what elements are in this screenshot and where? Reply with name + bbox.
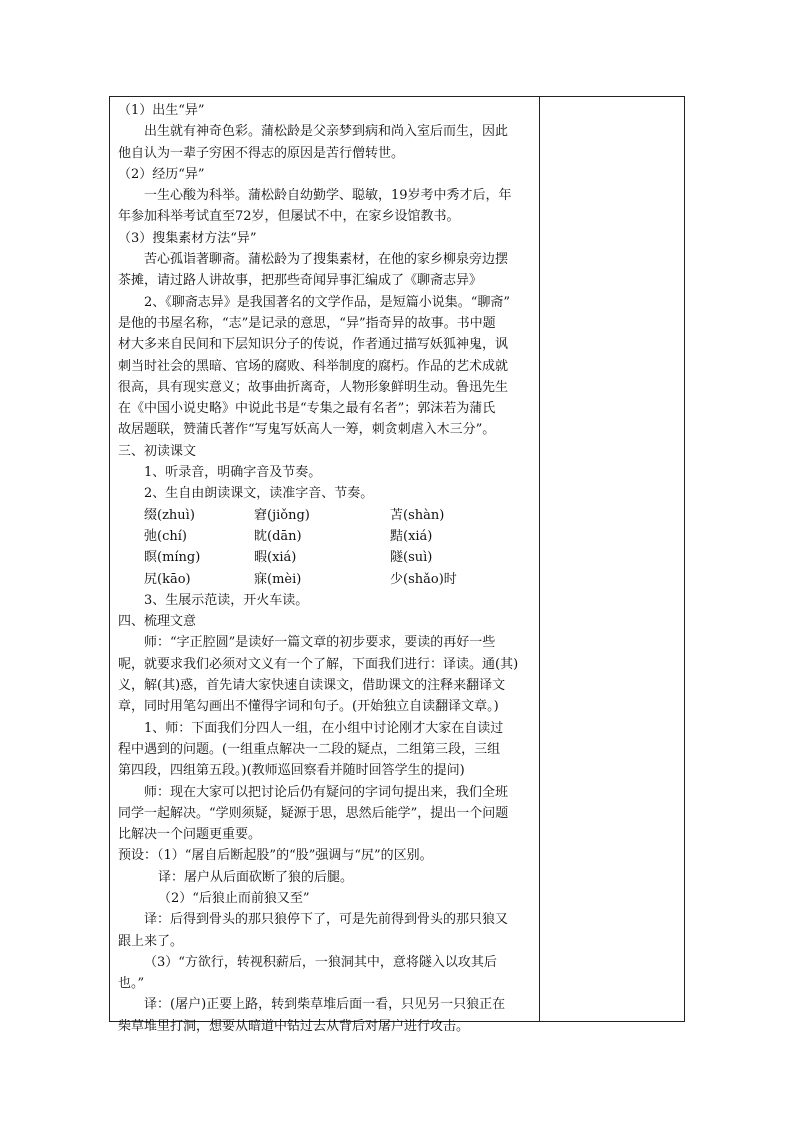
pinyin-row [118,569,534,590]
text-line: 师：“字正腔圆”是读好一篇文章的初步要求，要读的再好一些 [144,635,496,651]
pinyin-item: 缀(zhuì) [144,507,195,523]
pinyin-item: 隧(suì) [390,550,433,566]
text-line: 是他的书屋名称，“志”是记录的意思，“异”指奇异的故事。书中题 [118,315,496,331]
text-line: 比解决一个问题更重要。 [118,827,262,843]
text-line: 1、师：下面我们分四人一组，在小组中讨论刚才大家在自读过 [144,720,504,736]
pinyin-row [118,547,534,568]
text-line: 苦心孤诣著聊斋。蒲松龄为了搜集素材，在他的家乡柳泉旁边摆 [144,252,509,268]
pinyin-item: 窘(jiǒng) [254,507,310,523]
pinyin-item: 眈(dān) [254,528,302,544]
text-line: 译：后得到骨头的那只狼停下了，可是先前得到骨头的那只狼又 [144,912,509,928]
pinyin-item: 少(shǎo)时 [390,571,457,587]
text-line: 四、梳理文意 [118,614,197,630]
text-line: （3）“方欲行，转视积薪后，一狼洞其中，意将隧入以攻其后 [144,954,497,970]
text-line: 故居题联，赞蒲氏著作“写鬼写妖高人一筹，刺贪刺虐入木三分”。 [118,422,496,438]
text-line: 第四段，四组第五段。)(教师巡回察看并随时回答学生的提问) [118,763,465,779]
text-line: 2、生自由朗读课文，读准字音、节奏。 [144,486,374,502]
text-line-cut: 柴草堆里打洞，想要从暗道中钻过去从背后对屠户进行攻击。 [118,1018,470,1034]
pinyin-item: 寐(mèi) [254,571,302,587]
text-line: 译：屠户从后面砍断了狼的后腿。 [158,869,354,885]
text-line: 一生心酸为科举。蒲松龄自幼勤学、聪敏，19岁考中秀才后，年 [144,188,512,204]
pinyin-item: 黠(xiá) [390,528,433,544]
text-line: 跟上来了。 [118,933,184,949]
pinyin-item: 弛(chí) [144,528,187,544]
pinyin-item: 瞑(míng) [144,550,201,566]
text-line: 1、听录音，明确字音及节奏。 [144,465,322,481]
text-line: 2、《聊斋志异》是我国著名的文学作品，是短篇小说集。“聊斋” [144,294,511,310]
text-line: （3）搜集素材方法“异” [118,230,257,246]
text-line: 同学一起解决。“学则须疑，疑源于思，思然后能学”，提出一个问题 [118,805,509,821]
text-line: 出生就有神奇色彩。蒲松龄是父亲梦到病和尚入室后而生，因此 [144,124,509,140]
text-line: 他自认为一辈子穷困不得志的原因是苦行僧转世。 [118,145,405,161]
text-line: 三、初读课文 [118,443,197,459]
text-line: 材大多来自民间和下层知识分子的传说，作者通过描写妖狐神鬼，讽 [118,337,509,353]
text-line: 茶摊，请过路人讲故事，把那些奇闻异事汇编成了《聊斋志异》 [118,273,483,289]
text-line: （1）出生“异” [118,103,205,118]
text-line: 年参加科举考试直至72岁，但屡试不中，在家乡设馆教书。 [118,209,460,225]
pinyin-row [118,526,534,547]
content-cell [110,97,539,1034]
text-line: （2）经历“异” [118,166,205,182]
column-divider [539,97,540,1021]
text-line: 刺当时社会的黑暗、官场的腐败、科举制度的腐朽。作品的艺术成就 [118,358,509,374]
text-line: （2）“后狼止而前狼又至” [158,890,310,906]
lesson-table [109,96,685,1034]
text-line: 在《中国小说史略》中说此书是“专集之最有名者”；郭沫若为蒲氏 [118,401,496,417]
lesson-text [118,100,534,1037]
text-line: 义，解(其)惑，首先请大家快速自读课文，借助课文的注释来翻译文 [118,678,506,694]
text-line: 3、生展示范读，开火车读。 [144,592,309,608]
pinyin-item: 苫(shàn) [390,507,445,523]
text-line: 程中遇到的问题。(一组重点解决一二段的疑点，二组第三段，三组 [118,741,501,757]
text-line: 师：现在大家可以把讨论后仍有疑问的字词句提出来，我们全班 [144,784,509,800]
text-line: 章，同时用笔勾画出不懂得字词和句子。(开始独立自读翻译文章。) [118,699,499,715]
text-line: 预设：（1）“屠自后断起股”的“股”强调与“尻”的区别。 [118,848,433,864]
text-line: 译：(屠户)正要上路，转到柴草堆后面一看，只见另一只狼正在 [144,997,506,1013]
pinyin-item: 尻(kāo) [144,571,191,587]
text-line: 也。” [118,976,145,992]
text-line: 呢，就要求我们必须对文义有一个了解，下面我们进行：译读。通(其) [118,656,519,672]
pinyin-row [118,505,534,526]
pinyin-item: 暇(xiá) [254,550,297,566]
text-line: 很高，具有现实意义；故事曲折离奇，人物形象鲜明生动。鲁迅先生 [118,379,509,395]
